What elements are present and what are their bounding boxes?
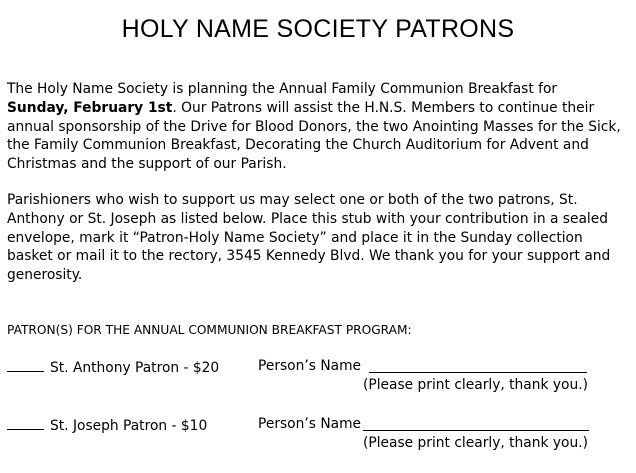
print-clearly-note: (Please print clearly, thank you.) <box>363 377 588 393</box>
person-name-label: Person’s Name <box>258 358 362 374</box>
event-date: Sunday, February 1st <box>7 99 173 116</box>
patron-select-blank[interactable] <box>7 357 44 372</box>
intro-text: The Holy Name Society is planning the Annual Family Communion Breakfast for <box>7 81 558 97</box>
patron-option-label: St. Anthony Patron - $20 <box>50 360 220 376</box>
intro-rest-text: . Our Patrons will assist the H.N.S. Members to continue their annual sponsorship of the Drive for Blood Donors, the two Anointing Masses for the Sick, the Family Communion Breakfast, Decorating the Church Auditorium for Advent and Christmas and the support of our Parish. <box>7 99 621 173</box>
page-title: HOLY NAME SOCIETY PATRONS <box>121 15 515 43</box>
person-name-label: Person’s Name <box>258 416 362 432</box>
print-clearly-note: (Please print clearly, thank you.) <box>363 435 588 451</box>
patron-row-st-anthony <box>7 357 219 377</box>
instructions-paragraph: Parishioners who wish to support us may select one or both of the two patrons, St. Anthony or St. Joseph as listed below. Place this stub with your contribution in a sealed envelope, mark it “Patron-Holy Name Society” and place it in the Sunday collection basket or mail it to the rectory, 3545 Kennedy Blvd. We thank you for your support and generosity. <box>7 192 611 284</box>
person-name-field[interactable] <box>369 371 587 373</box>
patron-row-st-joseph <box>7 415 207 435</box>
intro-paragraph <box>7 80 631 174</box>
patron-option-label: St. Joseph Patron - $10 <box>50 418 208 434</box>
patron-select-blank[interactable] <box>7 415 44 430</box>
person-name-field[interactable] <box>363 429 589 431</box>
form-header: PATRON(S) FOR THE ANNUAL COMMUNION BREAKFAST PROGRAM: <box>7 323 412 337</box>
